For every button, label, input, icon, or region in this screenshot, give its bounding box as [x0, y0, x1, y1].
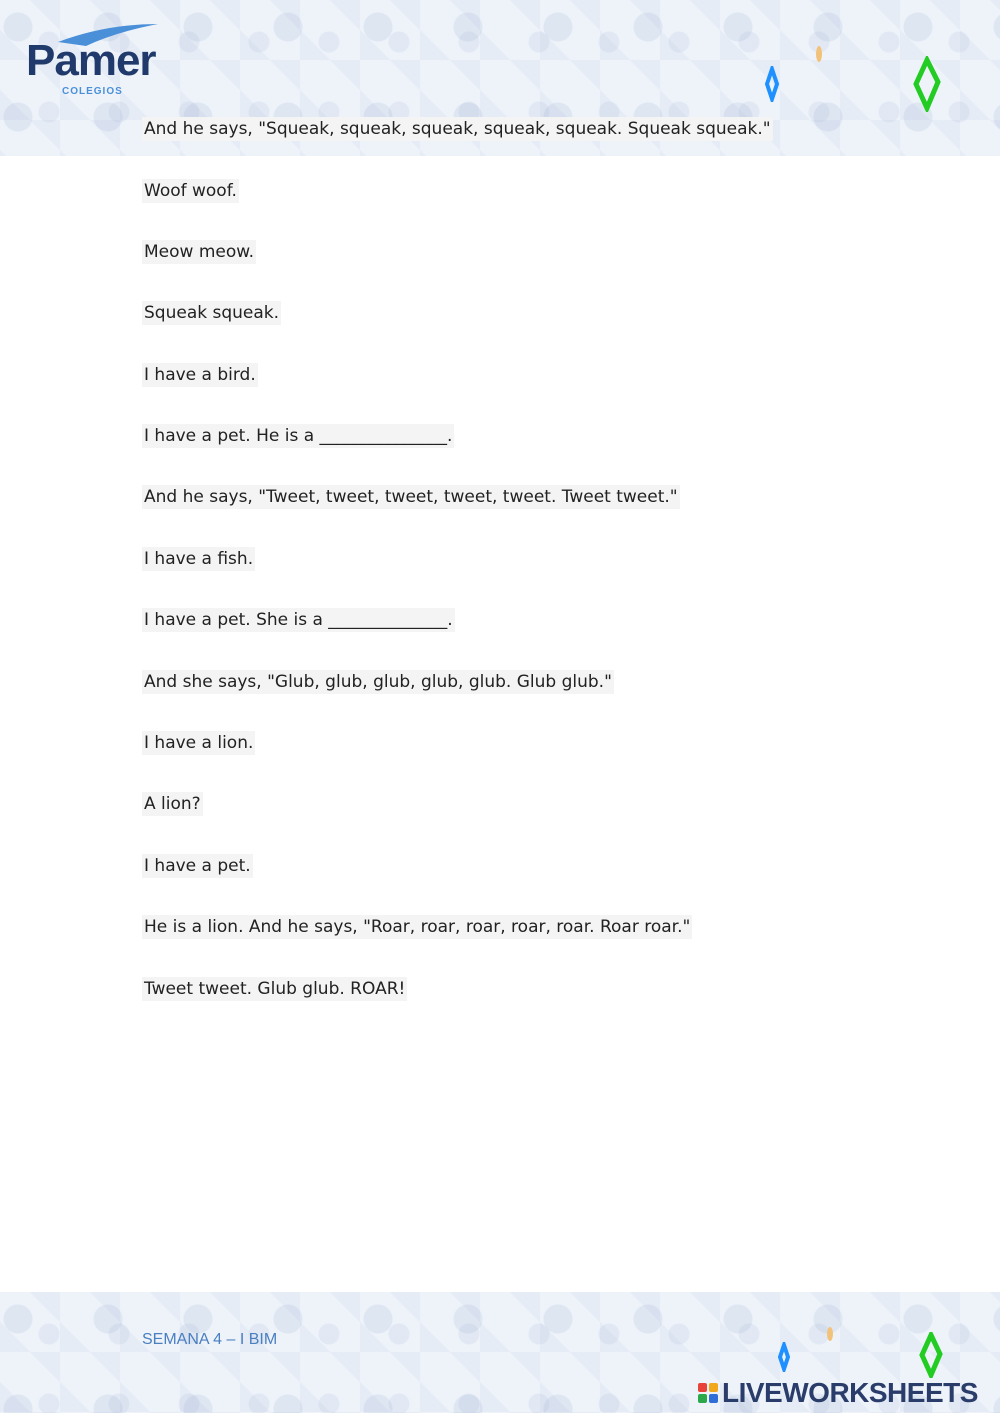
- liveworksheets-watermark: [698, 1377, 978, 1409]
- orange-dot-icon: [826, 1325, 834, 1343]
- story-line: Meow meow.: [144, 242, 255, 262]
- pamer-logo: [26, 22, 176, 102]
- fill-in-blank-line-1[interactable]: I have a pet. He is a _______________.: [144, 426, 453, 446]
- blue-diamond-icon: [777, 1342, 791, 1372]
- liveworksheets-logo-icon: [698, 1383, 718, 1403]
- story-line: And she says, "Glub, glub, glub, glub, glub. Glub glub.": [144, 672, 612, 692]
- story-line: And he says, "Squeak, squeak, squeak, squeak, squeak. Squeak squeak.": [144, 119, 771, 139]
- story-line: A lion?: [144, 794, 201, 814]
- story-line: I have a pet.: [144, 856, 251, 876]
- liveworksheets-wordmark: LIVEWORKSHEETS: [722, 1377, 978, 1408]
- logo-brand: Pamer: [26, 36, 156, 85]
- story-line: Woof woof.: [144, 181, 237, 201]
- week-label: SEMANA 4 – I BIM: [142, 1331, 278, 1348]
- story-line: Tweet tweet. Glub glub. ROAR!: [144, 979, 406, 999]
- green-diamond-icon: [918, 1332, 944, 1378]
- story-line: He is a lion. And he says, "Roar, roar, roar, roar, roar. Roar roar.": [144, 917, 691, 937]
- story-line: I have a bird.: [144, 365, 256, 385]
- story-line: I have a fish.: [144, 549, 254, 569]
- story-line: I have a lion.: [144, 733, 254, 753]
- story-line: Squeak squeak.: [144, 303, 280, 323]
- green-diamond-icon: [912, 56, 942, 112]
- orange-dot-icon: [815, 44, 823, 64]
- logo-subtitle: COLEGIOS: [62, 86, 123, 97]
- blue-diamond-icon: [764, 66, 780, 102]
- story-line: And he says, "Tweet, tweet, tweet, tweet, tweet. Tweet tweet.": [144, 487, 678, 507]
- fill-in-blank-line-2[interactable]: I have a pet. She is a ______________.: [144, 610, 453, 630]
